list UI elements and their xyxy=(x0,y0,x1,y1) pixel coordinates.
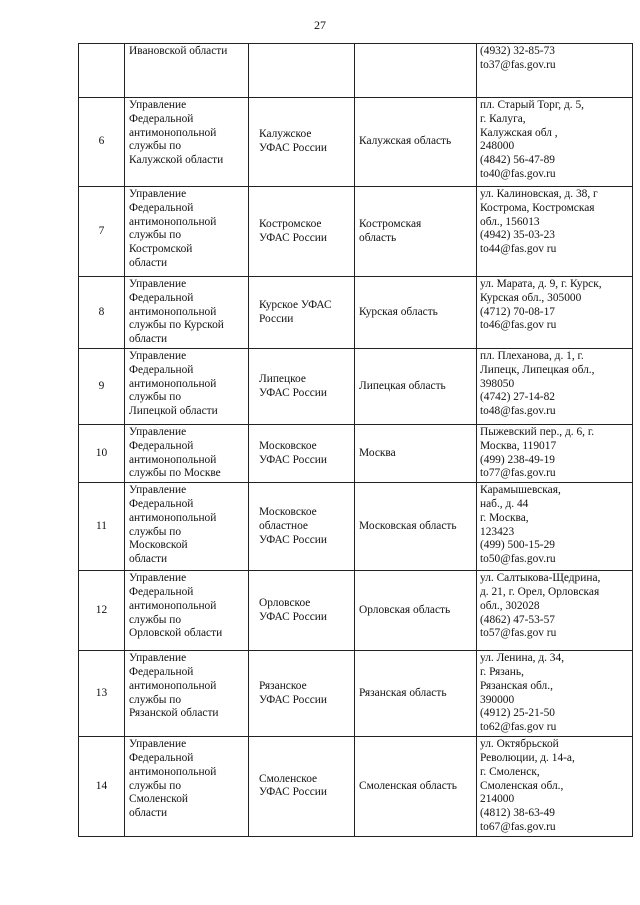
contacts-line: Кострома, Костромская xyxy=(480,201,595,214)
contacts-line: г. Москва, xyxy=(480,511,529,524)
region-line: Орловская область xyxy=(359,603,451,616)
region-line: Курская область xyxy=(359,305,438,318)
ufas-name-line: России xyxy=(259,312,294,325)
table-row xyxy=(79,483,633,571)
contacts-line: (4932) 32-85-73 xyxy=(480,45,555,57)
region-line: Липецкая область xyxy=(359,379,446,392)
organization-line: Смоленской xyxy=(129,793,188,806)
organization-line: Федеральной xyxy=(129,439,194,452)
region-cell xyxy=(355,277,477,349)
organization-cell xyxy=(125,187,249,277)
region-line: Московская область xyxy=(359,519,457,532)
contacts-line: 123423 xyxy=(480,525,515,538)
ufas-name-line: УФАС России xyxy=(259,693,327,706)
contacts-line[interactable]: to37@fas.gov.ru xyxy=(480,58,556,71)
organization-line: Управление xyxy=(129,652,187,665)
contacts-cell xyxy=(477,571,633,651)
contacts-line: 248000 xyxy=(480,140,515,153)
contacts-line: ул. Ленина, д. 34, xyxy=(480,652,565,665)
contacts-line[interactable]: to62@fas.gov ru xyxy=(480,721,557,734)
contacts-line: Липецк, Липецкая обл., xyxy=(480,363,595,376)
contacts-line: (499) 500-15-29 xyxy=(480,539,555,552)
ufas-name-cell xyxy=(249,651,355,737)
organization-line: службы по xyxy=(129,391,182,404)
ufas-name-line: УФАС России xyxy=(259,453,327,466)
organization-line: антимонопольной xyxy=(129,599,217,612)
region-line: область xyxy=(359,231,397,244)
contacts-line: ул. Калиновская, д. 38, г xyxy=(480,188,598,200)
ufas-name-line: Калужское xyxy=(259,128,312,141)
organization-line: Федеральной xyxy=(129,363,194,376)
contacts-line: обл., 302028 xyxy=(480,599,540,612)
organization-line: службы по Курской xyxy=(129,319,224,332)
organization-line: Управление xyxy=(129,572,187,585)
row-number-line: 7 xyxy=(98,224,105,237)
table-row xyxy=(79,98,633,187)
contacts-line[interactable]: to67@fas.gov.ru xyxy=(480,820,556,833)
organization-line: службы по xyxy=(129,613,182,626)
ufas-name-line: Московское xyxy=(259,439,317,452)
ufas-name-cell xyxy=(249,483,355,571)
organization-line: Управление xyxy=(129,99,187,111)
ufas-name-line: УФАС России xyxy=(259,786,327,799)
table-body xyxy=(79,44,633,837)
contacts-line: (4712) 70-08-17 xyxy=(480,305,555,318)
organization-cell xyxy=(125,651,249,737)
organization-line: службы по xyxy=(129,525,182,538)
organization-line: Федеральной xyxy=(129,112,194,125)
table-row xyxy=(79,44,633,98)
row-number-line: 11 xyxy=(96,519,107,532)
organization-line: области xyxy=(129,553,168,566)
contacts-line[interactable]: to57@fas.gov ru xyxy=(480,627,557,640)
organization-line: Костромской xyxy=(129,243,193,256)
contacts-line: Рязанская обл., xyxy=(480,679,553,692)
table-row xyxy=(79,425,633,483)
organization-line: Федеральной xyxy=(129,665,194,678)
ufas-name-line: областное xyxy=(259,519,308,532)
row-number-line: 8 xyxy=(98,305,105,318)
ufas-name-line: Московское xyxy=(259,505,317,518)
row-number-line: 14 xyxy=(95,779,108,792)
region-line: Смоленская область xyxy=(359,779,457,792)
row-number-cell xyxy=(79,349,125,425)
contacts-cell xyxy=(477,98,633,187)
organization-line: Управление xyxy=(129,426,187,438)
organization-line: Федеральной xyxy=(129,291,194,304)
contacts-line: г. Калуга, xyxy=(480,112,526,125)
contacts-line: г. Рязань, xyxy=(480,665,524,678)
ufas-name-line: УФАС России xyxy=(259,610,327,623)
organization-cell xyxy=(125,571,249,651)
ufas-name-line: УФАС России xyxy=(259,386,327,399)
ufas-name-line: Смоленское xyxy=(259,772,318,785)
table-row xyxy=(79,349,633,425)
organization-line: Федеральной xyxy=(129,585,194,598)
fas-offices-table xyxy=(78,43,633,837)
organization-cell xyxy=(125,737,249,837)
contacts-cell xyxy=(477,651,633,737)
organization-line: области xyxy=(129,807,168,820)
contacts-line: (4942) 35-03-23 xyxy=(480,229,555,242)
table-row xyxy=(79,651,633,737)
organization-line: службы по xyxy=(129,229,182,242)
contacts-line: Смоленская обл., xyxy=(480,779,564,792)
organization-line: антимонопольной xyxy=(129,126,217,139)
contacts-line[interactable]: to40@fas.gov.ru xyxy=(480,167,556,180)
table-row xyxy=(79,571,633,651)
table-row xyxy=(79,187,633,277)
contacts-line: обл., 156013 xyxy=(480,215,540,228)
contacts-line[interactable]: to44@fas.gov ru xyxy=(480,243,557,256)
contacts-line[interactable]: to48@fas.gov.ru xyxy=(480,405,556,418)
contacts-line: Калужская обл , xyxy=(480,126,558,139)
region-line: Москва xyxy=(359,446,396,459)
organization-line: антимонопольной xyxy=(129,511,217,524)
contacts-line: (4842) 56-47-89 xyxy=(480,154,555,167)
row-number-cell xyxy=(79,483,125,571)
contacts-cell xyxy=(477,277,633,349)
contacts-line: наб., д. 44 xyxy=(480,497,529,510)
row-number-cell xyxy=(79,98,125,187)
organization-line: Московской xyxy=(129,539,188,552)
contacts-line[interactable]: to50@fas.gov.ru xyxy=(480,553,556,566)
organization-line: службы по xyxy=(129,779,182,792)
contacts-line: (499) 238-49-19 xyxy=(480,453,555,466)
row-number-cell xyxy=(79,425,125,483)
contacts-cell xyxy=(477,44,633,98)
ufas-name-cell xyxy=(249,425,355,483)
contacts-line: Революции, д. 14-а, xyxy=(480,751,575,764)
organization-line: службы по xyxy=(129,693,182,706)
row-number-cell xyxy=(79,737,125,837)
organization-cell xyxy=(125,483,249,571)
contacts-line: (4862) 47-53-57 xyxy=(480,613,555,626)
organization-line: антимонопольной xyxy=(129,765,217,778)
organization-line: антимонопольной xyxy=(129,377,217,390)
ufas-name-cell xyxy=(249,44,355,98)
ufas-name-cell xyxy=(249,277,355,349)
contacts-line[interactable]: to77@fas.gov.ru xyxy=(480,467,556,480)
organization-line: Управление xyxy=(129,484,187,497)
contacts-line: Пыжевский пер., д. 6, г. xyxy=(480,426,595,438)
ufas-name-cell xyxy=(249,349,355,425)
region-cell xyxy=(355,651,477,737)
ufas-name-line: Костромское xyxy=(259,217,322,230)
ufas-name-line: Курское УФАС xyxy=(259,298,332,311)
organization-line: области xyxy=(129,333,168,346)
ufas-name-line: Липецкое xyxy=(259,372,306,385)
region-cell xyxy=(355,187,477,277)
contacts-line: ул. Салтыкова-Щедрина, xyxy=(480,572,601,585)
row-number-line: 13 xyxy=(95,686,108,699)
contacts-line: 398050 xyxy=(480,377,515,390)
ufas-name-cell xyxy=(249,571,355,651)
contacts-line[interactable]: to46@fas.gov ru xyxy=(480,319,557,332)
organization-line: Федеральной xyxy=(129,497,194,510)
contacts-cell xyxy=(477,349,633,425)
organization-line: Управление xyxy=(129,188,187,200)
organization-line: Липецкой области xyxy=(129,405,218,418)
ufas-name-line: УФАС России xyxy=(259,533,327,546)
contacts-line: 390000 xyxy=(480,693,515,706)
ufas-name-cell xyxy=(249,737,355,837)
row-number-line: 12 xyxy=(95,603,108,616)
contacts-line: д. 21, г. Орел, Орловская xyxy=(480,585,600,598)
table-row xyxy=(79,277,633,349)
ufas-name-line: УФАС России xyxy=(259,231,327,244)
row-number-cell xyxy=(79,651,125,737)
contacts-line: пл. Плеханова, д. 1, г. xyxy=(480,350,584,362)
contacts-cell xyxy=(477,187,633,277)
ufas-name-line: Орловское xyxy=(259,596,311,609)
contacts-line: (4912) 25-21-50 xyxy=(480,707,555,720)
organization-line: Управление xyxy=(129,738,187,751)
contacts-line: (4742) 27-14-82 xyxy=(480,391,555,404)
organization-cell xyxy=(125,98,249,187)
region-line: Костромская xyxy=(359,217,422,230)
organization-cell xyxy=(125,277,249,349)
organization-line: Рязанской области xyxy=(129,707,219,720)
region-cell xyxy=(355,483,477,571)
organization-cell xyxy=(125,425,249,483)
contacts-line: Москва, 119017 xyxy=(480,439,557,452)
organization-line: Управление xyxy=(129,350,187,362)
region-line: Рязанская область xyxy=(359,686,447,699)
organization-line: антимонопольной xyxy=(129,679,217,692)
region-line: Калужская область xyxy=(359,135,452,148)
contacts-cell xyxy=(477,737,633,837)
ufas-name-line: Рязанское xyxy=(259,679,307,692)
contacts-line: г. Смоленск, xyxy=(480,765,540,778)
contacts-cell xyxy=(477,425,633,483)
organization-cell xyxy=(125,349,249,425)
organization-line: Федеральной xyxy=(129,201,194,214)
organization-line: Управление xyxy=(129,278,187,290)
page-number: 27 xyxy=(314,18,326,32)
table-row xyxy=(79,737,633,837)
contacts-line: пл. Старый Торг, д. 5, xyxy=(480,99,584,111)
organization-line: службы по Москве xyxy=(129,467,221,480)
row-number-line: 6 xyxy=(98,135,105,148)
row-number-line: 9 xyxy=(98,379,105,392)
organization-line: Федеральной xyxy=(129,751,194,764)
organization-line: Орловской области xyxy=(129,627,223,640)
row-number-cell xyxy=(79,44,125,98)
ufas-name-cell xyxy=(249,98,355,187)
contacts-line: Карамышевская, xyxy=(480,484,561,497)
row-number-cell xyxy=(79,277,125,349)
region-cell xyxy=(355,98,477,187)
row-number-cell xyxy=(79,571,125,651)
organization-line: антимонопольной xyxy=(129,215,217,228)
region-cell xyxy=(355,44,477,98)
region-cell xyxy=(355,425,477,483)
organization-line: службы по xyxy=(129,140,182,153)
ufas-name-line: УФАС России xyxy=(259,142,327,154)
organization-line: антимонопольной xyxy=(129,305,217,318)
contacts-line: Курская обл., 305000 xyxy=(480,291,582,304)
ufas-name-cell xyxy=(249,187,355,277)
organization-line: антимонопольной xyxy=(129,453,217,466)
region-cell xyxy=(355,349,477,425)
contacts-line: 214000 xyxy=(480,793,515,806)
organization-line: области xyxy=(129,256,168,269)
region-cell xyxy=(355,571,477,651)
contacts-line: (4812) 38-63-49 xyxy=(480,807,555,820)
row-number-cell xyxy=(79,187,125,277)
contacts-line: ул. Марата, д. 9, г. Курск, xyxy=(480,278,602,290)
row-number-line: 10 xyxy=(95,446,108,459)
contacts-cell xyxy=(477,483,633,571)
organization-cell xyxy=(125,44,249,98)
contacts-line: ул. Октябрьской xyxy=(480,738,559,751)
organization-line: Ивановской области xyxy=(129,45,228,57)
region-cell xyxy=(355,737,477,837)
organization-line: Калужской области xyxy=(129,154,224,167)
